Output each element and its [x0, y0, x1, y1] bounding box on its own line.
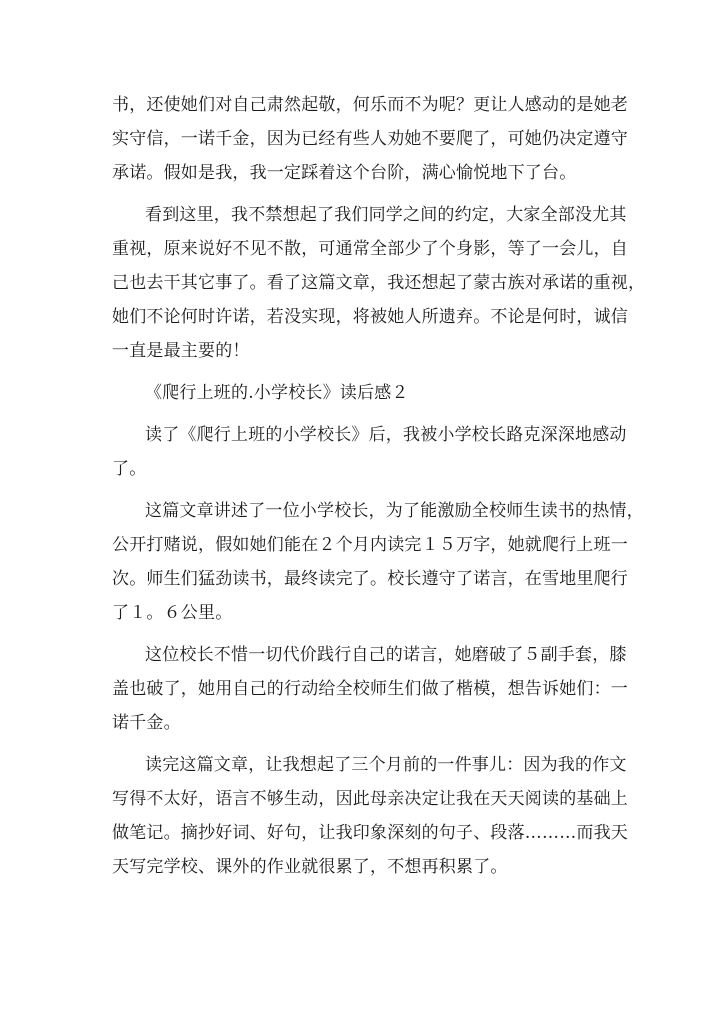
paragraph — [112, 198, 646, 368]
text-line: 了１。６公里。 — [112, 603, 233, 623]
text-line: 这位校长不惜一切代价践行自己的诺言，她磨破了５副手套，膝 — [145, 645, 627, 665]
paragraph — [112, 88, 628, 190]
text-line: 读完这篇文章，让我想起了三个月前的一件事儿：因为我的作文 — [145, 755, 627, 775]
text-line: 做笔记。摘抄好词、好句，让我印象深刻的句子、段落………而我天 — [112, 823, 628, 843]
paragraph — [112, 418, 627, 486]
heading-text: 《爬行上班的.小学校长》读后感２ — [145, 383, 409, 403]
text-line: 盖也破了，她用自己的行动给全校师生们做了楷模，想告诉她们：一 — [112, 679, 628, 699]
text-line: 次。师生们猛劲读书，最终读完了。校长遵守了诺言，在雪地里爬行 — [112, 569, 628, 589]
text-line: 重视，原来说好不见不散，可通常全部少了个身影，等了一会儿，自 — [112, 239, 628, 259]
document-body — [112, 88, 646, 884]
text-line: 一直是最主要的！ — [112, 341, 250, 361]
text-line: 承诺。假如是我，我一定踩着这个台阶，满心愉悦地下了台。 — [112, 163, 577, 183]
text-line: 天写完学校、课外的作业就很累了，不想再积累了。 — [112, 857, 508, 877]
text-line: 她们不论何时许诺，若没实现，将被她人所遗弃。不论是何时，诚信 — [112, 307, 628, 327]
text-line: 己也去干其它事了。看了这篇文章，我还想起了蒙古族对承诺的重视， — [112, 273, 646, 293]
section-heading — [112, 376, 612, 410]
text-line: 诺千金。 — [112, 713, 181, 733]
paragraph — [112, 748, 628, 884]
text-line: 实守信，一诺千金，因为已经有些人劝她不要爬了，可她仍决定遵守 — [112, 129, 628, 149]
text-line: 写得不太好，语言不够生动，因此母亲决定让我在天天阅读的基础上 — [112, 789, 628, 809]
text-line: 看到这里，我不禁想起了我们同学之间的约定，大家全部没尤其 — [145, 205, 627, 225]
paragraph — [112, 494, 644, 630]
text-line: 书，还使她们对自己肃然起敬，何乐而不为呢？更让人感动的是她老 — [112, 95, 628, 115]
text-line: 公开打赌说，假如她们能在２个月内读完１５万字，她就爬行上班一 — [112, 535, 628, 555]
paragraph — [112, 638, 628, 740]
text-line: 这篇文章讲述了一位小学校长，为了能激励全校师生读书的热情， — [145, 501, 644, 521]
text-line: 读了《爬行上班的小学校长》后，我被小学校长路克深深地感动 — [145, 425, 627, 445]
text-line: 了。 — [112, 459, 147, 479]
